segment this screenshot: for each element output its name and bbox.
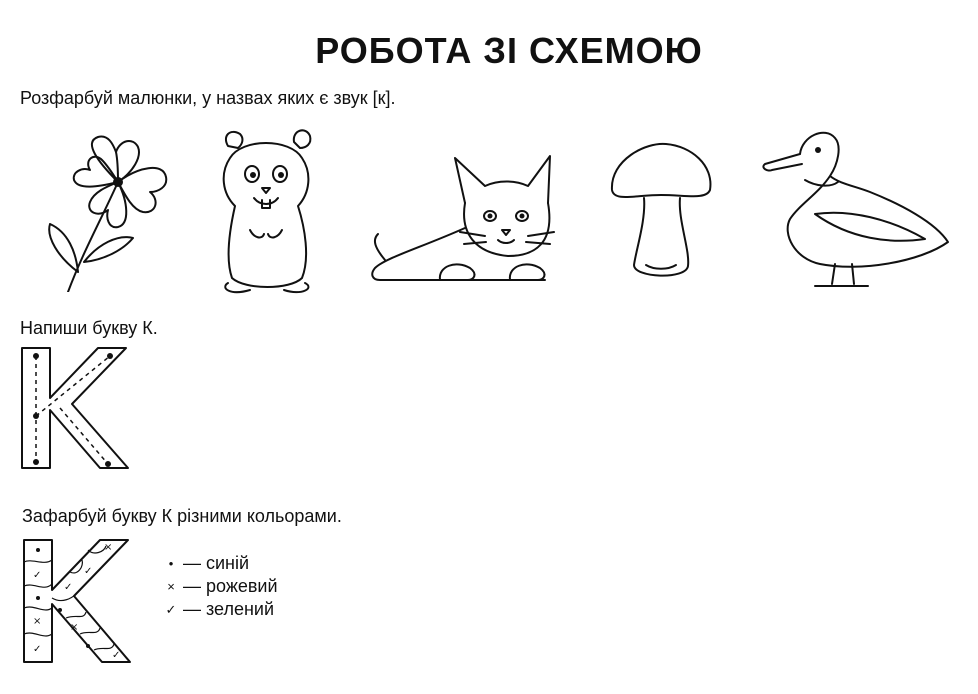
legend-mark: • bbox=[168, 556, 174, 571]
hamster-icon bbox=[210, 118, 325, 298]
duck-icon bbox=[760, 124, 950, 294]
legend-label: — синій bbox=[183, 553, 250, 573]
letter-k-coloring[interactable] bbox=[22, 538, 134, 664]
page-title: РОБОТА ЗІ СХЕМОЮ bbox=[315, 30, 703, 71]
legend-mark: × bbox=[167, 579, 175, 594]
mushroom-icon bbox=[606, 140, 716, 280]
svg-text:×: × bbox=[70, 622, 79, 633]
svg-text:×: × bbox=[33, 616, 42, 627]
cat-icon bbox=[360, 148, 570, 293]
svg-text:×: × bbox=[104, 542, 113, 553]
svg-text:✓: ✓ bbox=[33, 570, 42, 581]
legend-item bbox=[165, 598, 278, 621]
legend-label: — зелений bbox=[183, 599, 275, 619]
task-color-pictures: Розфарбуй малюнки, у назвах яких є звук [к]. bbox=[20, 88, 396, 108]
legend-item bbox=[165, 552, 278, 575]
legend-label: — рожевий bbox=[183, 576, 278, 596]
svg-text:✓: ✓ bbox=[33, 644, 42, 655]
task-color-letter: Зафарбуй букву К різними кольорами. bbox=[22, 506, 342, 526]
legend-mark: ✓ bbox=[165, 602, 177, 617]
flower-icon bbox=[38, 132, 173, 292]
legend-item bbox=[165, 575, 278, 598]
letter-k-tracing[interactable] bbox=[20, 346, 132, 470]
task-write-letter: Напиши букву К. bbox=[20, 318, 158, 338]
svg-text:✓: ✓ bbox=[64, 582, 73, 593]
color-legend bbox=[165, 552, 278, 621]
svg-text:✓: ✓ bbox=[84, 566, 93, 577]
pictures-row bbox=[30, 118, 960, 298]
svg-text:✓: ✓ bbox=[112, 650, 121, 661]
